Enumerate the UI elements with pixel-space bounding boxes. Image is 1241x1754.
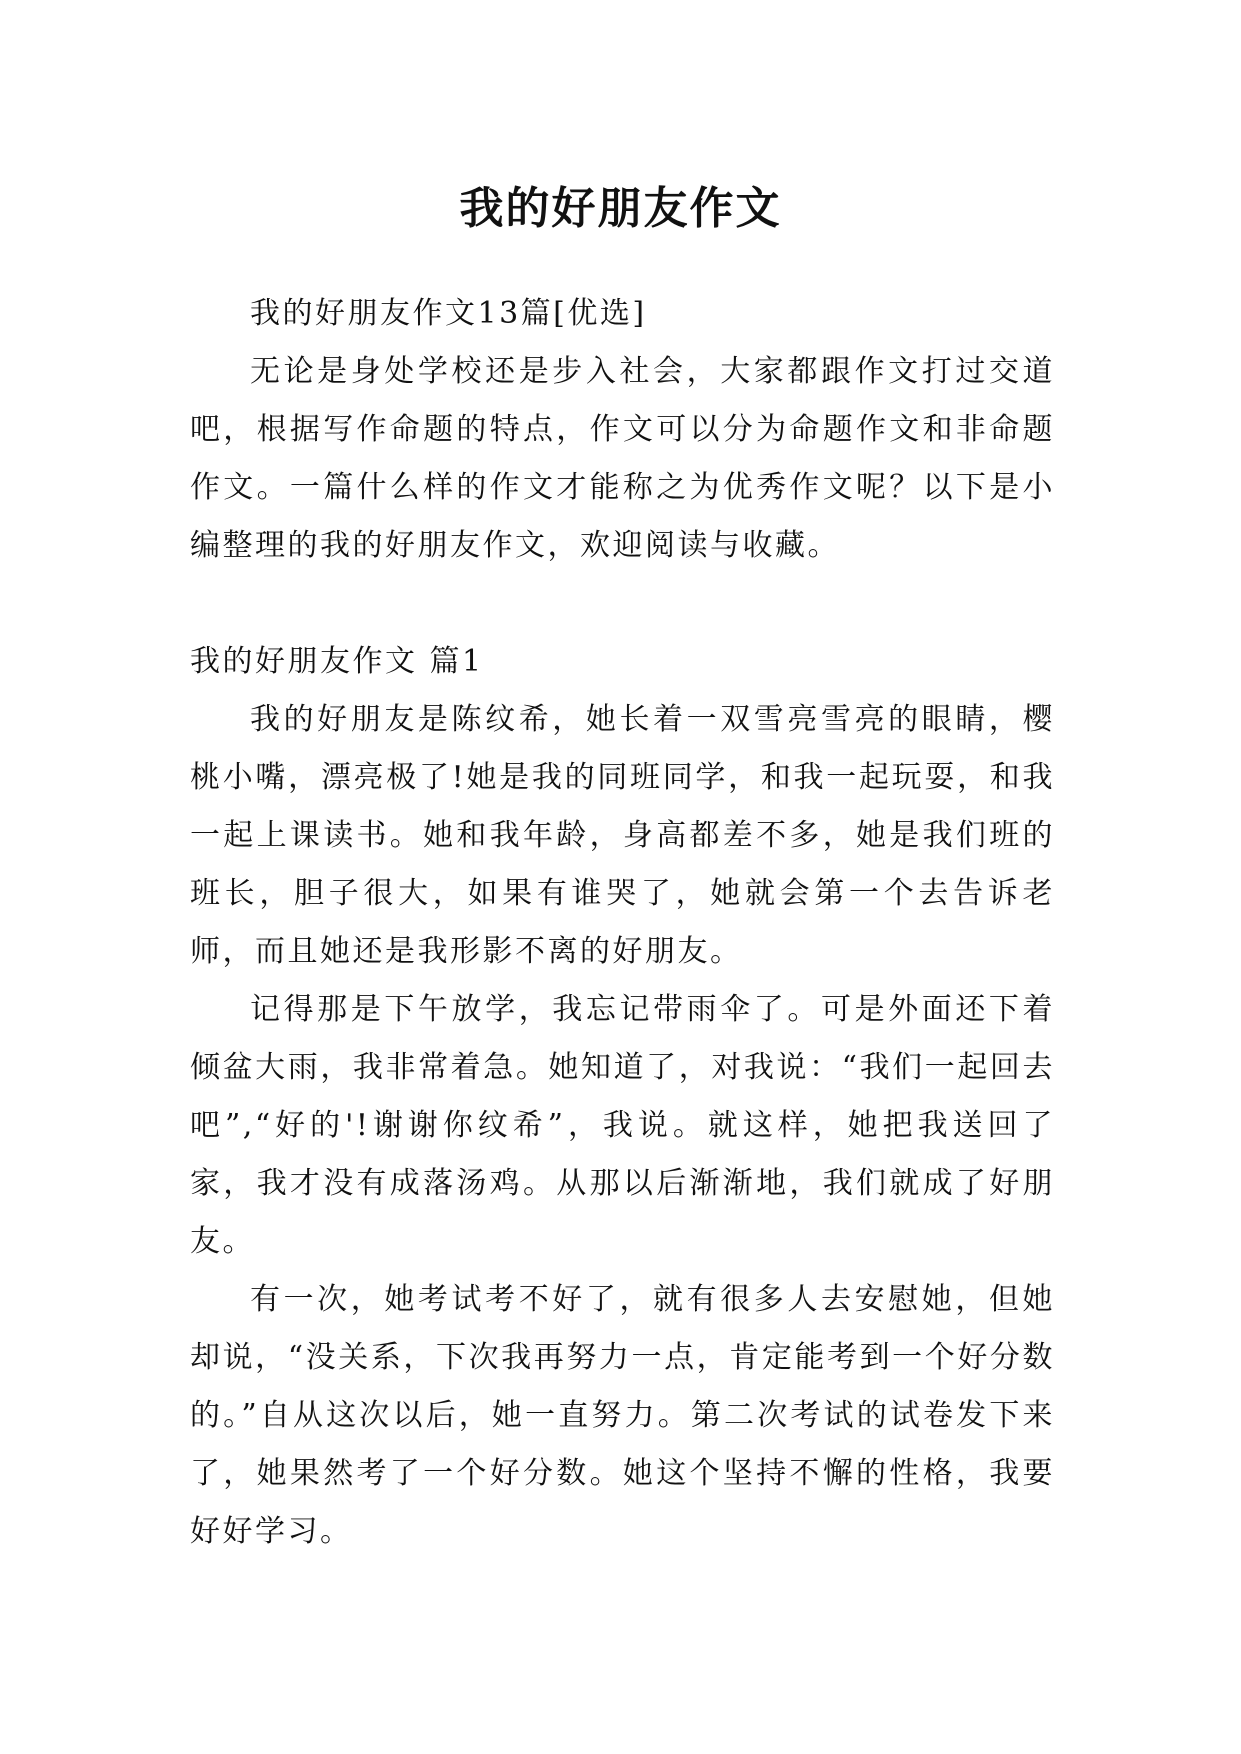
body-paragraph: 记得那是下午放学，我忘记带雨伞了。可是外面还下着倾盆大雨，我非常着急。她知道了，对我说：“我们一起回去吧”,“好的'!谢谢你纹希”，我说。就这样，她把我送回了家，我才没有成落汤鸡。从那以后渐渐地，我们就成了好朋友。 bbox=[190, 992, 1055, 1259]
intro-paragraph: 无论是身处学校还是步入社会，大家都跟作文打过交道吧，根据写作命题的特点，作文可以分为命题作文和非命题作文。一篇什么样的作文才能称之为优秀作文呢？以下是小编整理的我的好朋友作文，欢迎阅读与收藏。 bbox=[190, 354, 1055, 563]
page-title: 我的好朋友作文 bbox=[459, 183, 782, 235]
body-paragraph: 有一次，她考试考不好了，就有很多人去安慰她，但她却说，“没关系，下次我再努力一点，肯定能考到一个好分数的。”自从这次以后，她一直努力。第二次考试的试卷发下来了，她果然考了一个好分数。她这个坚持不懈的性格，我要好好学习。 bbox=[190, 1282, 1055, 1549]
document-body bbox=[190, 285, 1055, 1561]
body-paragraph: 我的好朋友是陈纹希，她长着一双雪亮雪亮的眼睛，樱桃小嘴，漂亮极了!她是我的同班同学，和我一起玩耍，和我一起上课读书。她和我年龄，身高都差不多，她是我们班的班长，胆子很大，如果有谁哭了，她就会第一个去告诉老师，而且她还是我形影不离的好朋友。 bbox=[190, 702, 1055, 969]
section-heading: 我的好朋友作文 篇1 bbox=[190, 644, 484, 679]
document-subtitle: 我的好朋友作文13篇[优选] bbox=[250, 296, 647, 331]
